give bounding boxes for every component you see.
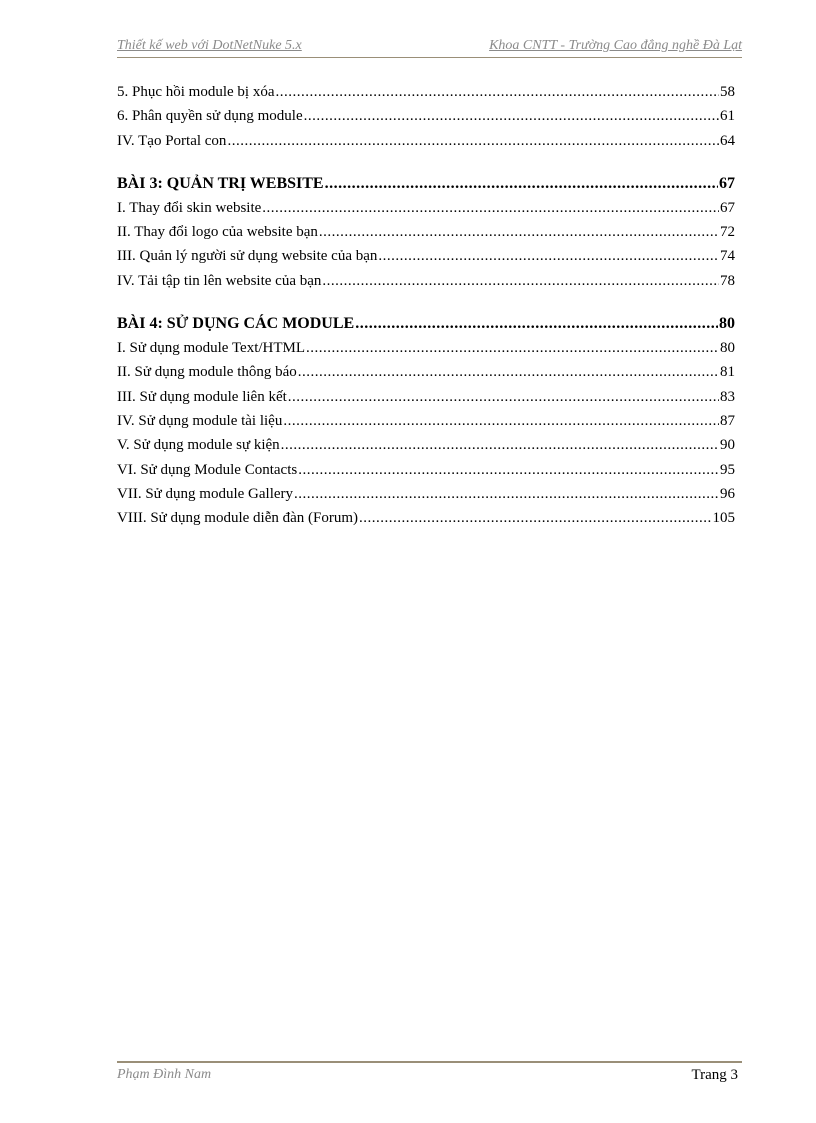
toc-entry-page: 80 bbox=[720, 340, 735, 357]
dot-leader bbox=[325, 171, 718, 196]
dot-leader bbox=[281, 433, 719, 457]
dot-leader bbox=[227, 129, 719, 153]
toc-group-continued bbox=[117, 80, 735, 153]
toc-entry[interactable] bbox=[117, 385, 735, 409]
dot-leader bbox=[294, 482, 719, 506]
toc-entry-page: 81 bbox=[720, 364, 735, 381]
toc-chapter-title: BÀI 4: SỬ DỤNG CÁC MODULE bbox=[117, 315, 355, 333]
dot-leader bbox=[298, 360, 719, 384]
dot-leader bbox=[319, 220, 719, 244]
toc-entry-title: IV. Tạo Portal con bbox=[117, 132, 227, 149]
toc-group-lesson-4 bbox=[117, 311, 735, 530]
toc-entry[interactable] bbox=[117, 409, 735, 433]
header-institution: Khoa CNTT - Trường Cao đẳng nghề Đà Lạt bbox=[489, 38, 742, 53]
toc-entry-page: 78 bbox=[720, 272, 735, 289]
toc-chapter-page: 80 bbox=[719, 315, 735, 333]
dot-leader bbox=[355, 311, 718, 336]
toc-entry-page: 72 bbox=[720, 224, 735, 241]
toc-entry[interactable] bbox=[117, 220, 735, 244]
toc-chapter-heading[interactable] bbox=[117, 171, 735, 196]
toc-entry-title: VI. Sử dụng Module Contacts bbox=[117, 461, 298, 478]
toc-entry-title: III. Sử dụng module liên kết bbox=[117, 388, 287, 405]
toc-chapter-page: 67 bbox=[719, 174, 735, 192]
dot-leader bbox=[288, 385, 719, 409]
toc-entry-title: II. Sử dụng module thông báo bbox=[117, 364, 297, 381]
toc-entry[interactable] bbox=[117, 360, 735, 384]
toc-entry-title: V. Sử dụng module sự kiện bbox=[117, 437, 280, 454]
toc-entry-title: I. Sử dụng module Text/HTML bbox=[117, 340, 306, 357]
page-header bbox=[117, 37, 742, 58]
toc-entry[interactable] bbox=[117, 80, 735, 104]
toc-entry-title: II. Thay đổi logo của website bạn bbox=[117, 224, 318, 241]
header-book-title: Thiết kế web với DotNetNuke 5.x bbox=[117, 38, 302, 53]
toc-chapter-heading[interactable] bbox=[117, 311, 735, 336]
dot-leader bbox=[378, 244, 719, 268]
toc-entry[interactable] bbox=[117, 269, 735, 293]
dot-leader bbox=[262, 196, 719, 220]
toc-entry[interactable] bbox=[117, 433, 735, 457]
toc-entry[interactable] bbox=[117, 458, 735, 482]
footer-page-number: Trang 3 bbox=[691, 1067, 738, 1083]
toc-entry[interactable] bbox=[117, 336, 735, 360]
dot-leader bbox=[322, 269, 719, 293]
toc-entry-page: 58 bbox=[720, 84, 735, 100]
toc-entry-page: 95 bbox=[720, 461, 735, 478]
dot-leader bbox=[276, 80, 720, 104]
toc-entry-page: 105 bbox=[712, 510, 735, 527]
toc-entry[interactable] bbox=[117, 196, 735, 220]
toc-entry-title: 6. Phân quyền sử dụng module bbox=[117, 108, 303, 125]
toc-entry[interactable] bbox=[117, 104, 735, 128]
toc-entry-title: III. Quản lý người sử dụng website của bạn bbox=[117, 248, 378, 265]
dot-leader bbox=[298, 458, 719, 482]
toc-chapter-title: BÀI 3: QUẢN TRỊ WEBSITE bbox=[117, 174, 324, 192]
toc-entry-page: 96 bbox=[720, 485, 735, 502]
dot-leader bbox=[306, 336, 719, 360]
toc-entry-title: 5. Phục hồi module bị xóa bbox=[117, 84, 275, 100]
toc-group-lesson-3 bbox=[117, 171, 735, 293]
toc-entry-page: 83 bbox=[720, 388, 735, 405]
toc-entry[interactable] bbox=[117, 129, 735, 153]
footer-author: Phạm Đình Nam bbox=[117, 1067, 212, 1082]
toc-entry-page: 67 bbox=[720, 199, 735, 216]
dot-leader bbox=[359, 506, 711, 530]
table-of-contents bbox=[117, 80, 735, 548]
toc-entry-title: IV. Sử dụng module tài liệu bbox=[117, 412, 283, 429]
toc-entry[interactable] bbox=[117, 244, 735, 268]
footer-divider bbox=[117, 1061, 742, 1063]
toc-entry-title: VIII. Sử dụng module diễn đàn (Forum) bbox=[117, 510, 359, 527]
toc-entry[interactable] bbox=[117, 506, 735, 530]
toc-entry-page: 64 bbox=[720, 132, 735, 149]
toc-entry-page: 61 bbox=[720, 108, 735, 125]
toc-entry-title: I. Thay đổi skin website bbox=[117, 199, 262, 216]
toc-entry-page: 74 bbox=[720, 248, 735, 265]
toc-entry-title: IV. Tải tập tin lên website của bạn bbox=[117, 272, 322, 289]
toc-entry-title: VII. Sử dụng module Gallery bbox=[117, 485, 294, 502]
dot-leader bbox=[283, 409, 719, 433]
toc-entry-page: 90 bbox=[720, 437, 735, 454]
toc-entry-page: 87 bbox=[720, 412, 735, 429]
toc-entry[interactable] bbox=[117, 482, 735, 506]
dot-leader bbox=[304, 104, 719, 128]
